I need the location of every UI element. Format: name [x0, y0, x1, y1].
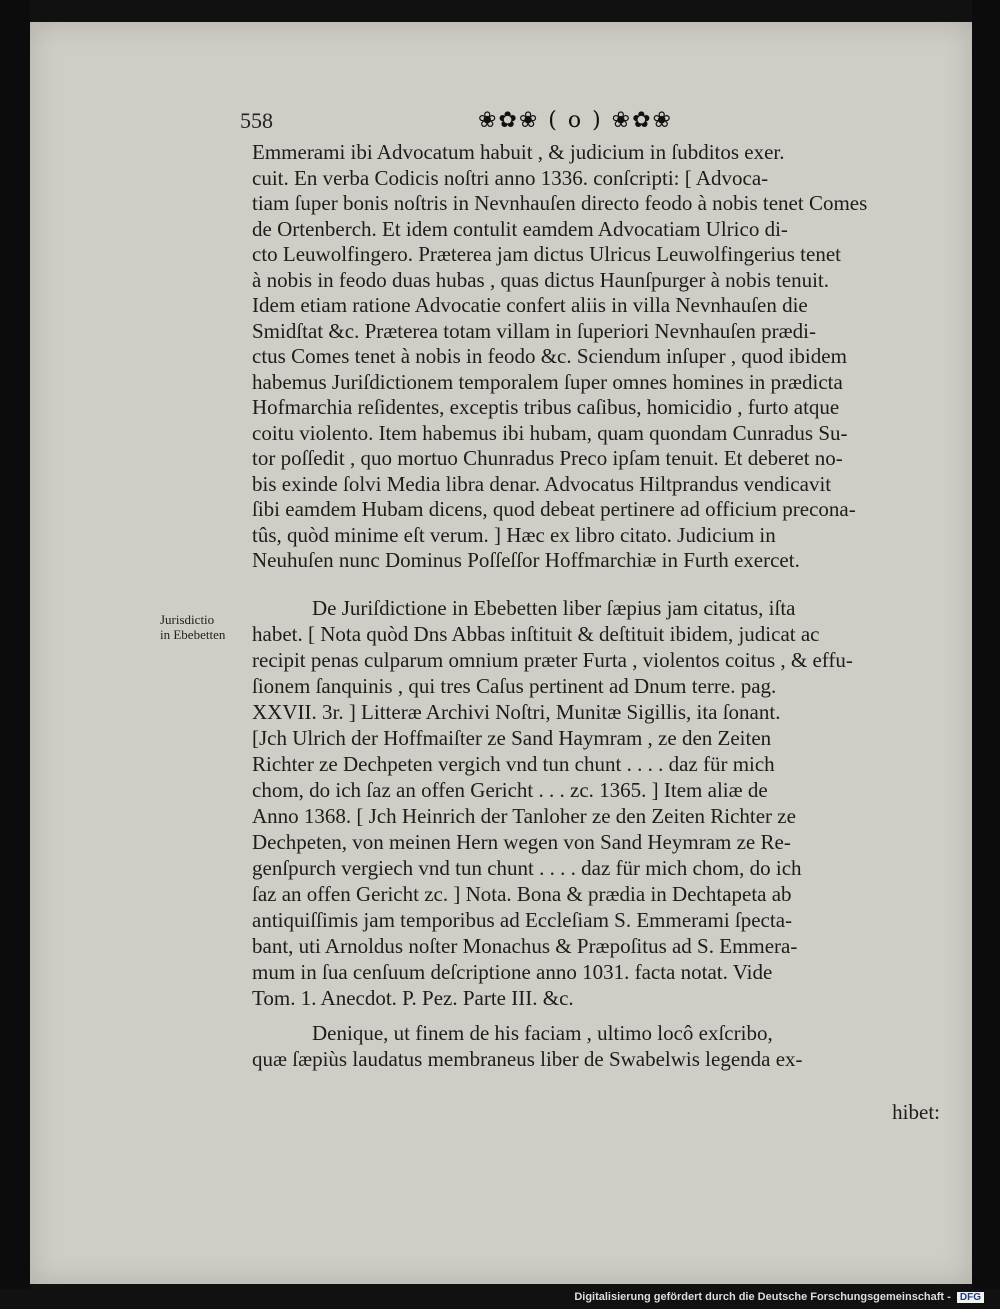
text-line: Smidſtat &c. Præterea totam villam in ſuperiori Nevnhauſen prædi- — [252, 318, 816, 343]
marginal-note-line: in Ebebetten — [160, 627, 226, 642]
text-line: De Juriſdictione in Ebebetten liber ſæpius jam citatus, iſta — [312, 596, 796, 620]
marginal-note-line: Jurisdictio — [160, 612, 215, 627]
text-line: Dechpeten, von meinen Hern wegen von Sand Heymram ze Re- — [252, 830, 791, 854]
text-line: genſpurch vergiech vnd tun chunt . . . . daz für mich chom, do ich — [252, 856, 802, 880]
text-line: Hofmarchia reſidentes, exceptis tribus caſibus, homicidio , furto atque — [252, 395, 840, 419]
paragraph-3 — [252, 1020, 942, 1072]
text-line: [Jch Ulrich der Hoffmaiſter ze Sand Haymram , ze den Zeiten — [252, 726, 772, 750]
text-line: Neuhuſen nunc Dominus Poſſeſſor Hoffmarchiæ in Furth exercet. — [252, 548, 800, 572]
header-ornament: ❀✿❀ ( o ) ❀✿❀ — [478, 108, 673, 133]
text-line: tiam ſuper bonis noſtris in Nevnhauſen directo feodo à nobis tenet Comes — [252, 191, 868, 215]
paragraph-2 — [252, 595, 942, 1011]
text-line: ſionem ſanquinis , qui tres Caſus pertinent ad Dnum terre. pag. — [252, 674, 777, 698]
scan-border-left — [0, 0, 30, 1289]
catchword: hibet: — [892, 1100, 940, 1124]
text-line: Denique, ut finem de his faciam , ultimo locô exſcribo, — [312, 1021, 773, 1045]
text-line: cto Leuwolfingero. Præterea jam dictus Ulricus Leuwolfingerius tenet — [252, 242, 841, 266]
paragraph-1 — [252, 140, 942, 574]
text-line: bis exinde ſolvi Media libra denar. Advocatus Hiltprandus vendicavit — [252, 471, 832, 496]
footer-credit — [574, 1291, 984, 1303]
dfg-logo: DFG — [957, 1292, 984, 1303]
text-line: bant, uti Arnoldus noſter Monachus & Præpoſitus ad S. Emmera- — [252, 934, 798, 958]
text-line: quæ ſæpiùs laudatus membraneus liber de Swabelwis legenda ex- — [252, 1047, 803, 1071]
text-line: cuit. En verba Codicis noſtri anno 1336. conſcripti: [ Advoca- — [252, 165, 769, 190]
text-line: de Ortenberch. Et idem contulit eamdem Advocatiam Ulrico di- — [252, 216, 788, 241]
text-line: à nobis in feodo duas hubas , quas dictus Haunſpurger à nobis tenuit. — [252, 267, 830, 292]
footer-text: Digitalisierung gefördert durch die Deutsche Forschungsgemeinschaft - — [574, 1291, 951, 1303]
text-line: recipit penas culparum omnium præter Furta , violentos coitus , & effu- — [252, 648, 853, 672]
text-line: habemus Juriſdictionem temporalem ſuper omnes homines in prædicta — [252, 369, 843, 394]
text-line: antiquiſſimis jam temporibus ad Eccleſiam S. Emmerami ſpecta- — [252, 908, 793, 932]
page-header — [240, 108, 940, 138]
text-line: ſibi eamdem Hubam dicens, quod debeat pertinere ad officium precona- — [252, 497, 856, 521]
text-line: Richter ze Dechpeten vergich vnd tun chunt . . . . daz für mich — [252, 752, 775, 776]
marginal-note — [160, 612, 225, 642]
text-line: habet. [ Nota quòd Dns Abbas inſtituit & deſtituit ibidem, judicat ac — [252, 622, 820, 646]
text-line: Tom. 1. Anecdot. P. Pez. Parte III. &c. — [252, 986, 574, 1010]
text-line: tor poſſedit , quo mortuo Chunradus Preco ipſam tenuit. Et deberet no- — [252, 446, 843, 470]
text-line: ſaz an offen Gericht zc. ] Nota. Bona & prædia in Dechtapeta ab — [252, 882, 792, 906]
text-line: Idem etiam ratione Advocatie confert aliis in villa Nevnhauſen die — [252, 293, 808, 317]
text-line: chom, do ich ſaz an offen Gericht . . . zc. 1365. ] Item aliæ de — [252, 778, 768, 802]
text-line: ctus Comes tenet à nobis in feodo &c. Sciendum inſuper , quod ibidem — [252, 344, 847, 368]
text-line: XXVII. 3r. ] Litteræ Archivi Noſtri, Munitæ Sigillis, ita ſonant. — [252, 700, 781, 724]
text-line: tûs, quòd minime eſt verum. ] Hæc ex libro citato. Judicium in — [252, 522, 776, 547]
text-line: mum in ſua cenſuum deſcriptione anno 1031. facta notat. Vide — [252, 960, 773, 984]
text-line: Emmerami ibi Advocatum habuit , & judicium in ſubditos exer. — [252, 140, 785, 164]
scan-border-right — [972, 0, 1000, 1289]
page-number: 558 — [240, 108, 273, 133]
text-line: coitu violento. Item habemus ibi hubam, quam quondam Cunradus Su- — [252, 420, 848, 445]
text-line: Anno 1368. [ Jch Heinrich der Tanloher ze den Zeiten Richter ze — [252, 804, 796, 828]
